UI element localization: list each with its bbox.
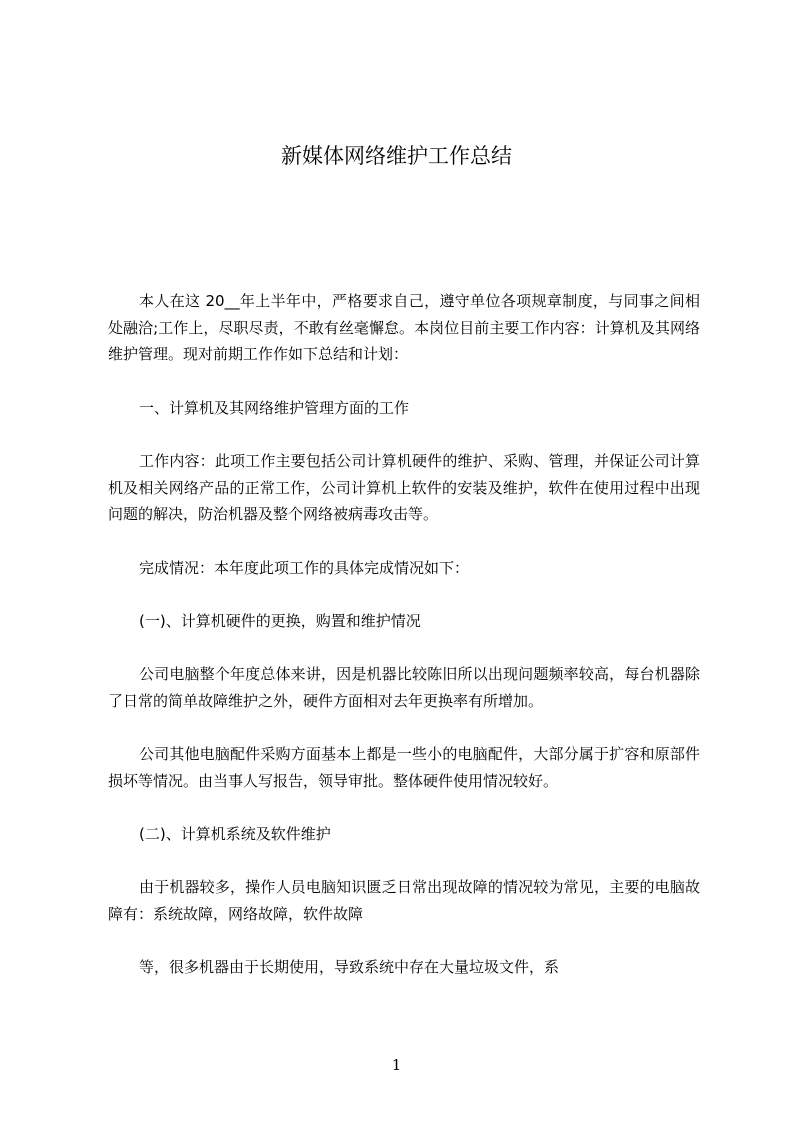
section-heading-1: 一、计算机及其网络维护管理方面的工作 <box>139 399 410 417</box>
paragraph-hardware-2: 公司其他电脑配件采购方面基本上都是一些小的电脑配件，大部分属于扩容和原部件损坏等情况。由当事人写报告，领导审批。整体硬件使用情况较好。 <box>108 745 700 790</box>
document-title: 新媒体网络维护工作总结 <box>281 144 512 168</box>
paragraph-completion: 完成情况：本年度此项工作的具体完成情况如下： <box>139 559 470 577</box>
paragraph-software-2: 等，很多机器由于长期使用，导致系统中存在大量垃圾文件，系 <box>139 958 560 976</box>
paragraph-intro: 本人在这 20__年上半年中，严格要求自己，遵守单位各项规章制度，与同事之间相处融洽;工作上，尽职尽责，不敢有丝毫懈怠。本岗位目前主要工作内容：计算机及其网络维护管理。现对前期工作作如下总结和计划： <box>108 292 700 363</box>
paragraph-hardware-1: 公司电脑整个年度总体来讲，因是机器比较陈旧所以出现问题频率较高，每台机器除了日常的简单故障维护之外，硬件方面相对去年更换率有所增加。 <box>108 665 700 710</box>
page-number: 1 <box>391 1056 402 1074</box>
subsection-heading-2: (二)、计算机系统及软件维护 <box>139 825 331 843</box>
subsection-heading-1: (一)、计算机硬件的更换，购置和维护情况 <box>139 612 421 630</box>
paragraph-software-1: 由于机器较多，操作人员电脑知识匮乏日常出现故障的情况较为常见，主要的电脑故障有：系统故障，网络故障，软件故障 <box>108 878 700 923</box>
paragraph-work-content: 工作内容：此项工作主要包括公司计算机硬件的维护、采购、管理，并保证公司计算机及相关网络产品的正常工作，公司计算机上软件的安装及维护，软件在使用过程中出现问题的解决，防治机器及整个网络被病毒攻击等。 <box>108 452 700 523</box>
